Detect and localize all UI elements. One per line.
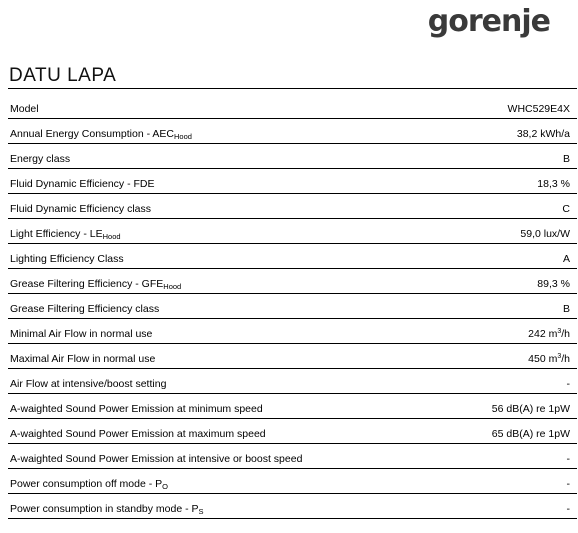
table-row	[8, 370, 577, 394]
page-title: DATU LAPA	[9, 65, 117, 86]
row-label: A-waighted Sound Power Emission at minimum speed	[10, 403, 263, 415]
row-label: Light Efficiency - $LE_{Hood}$	[10, 228, 121, 241]
row-value: 56 dB(A) re 1pW	[491, 403, 570, 415]
table-row	[8, 295, 577, 319]
value-superscript: 3	[557, 353, 562, 360]
row-label: Power consumption off mode - $P_O$	[10, 478, 168, 491]
value-superscript: 3	[557, 328, 562, 335]
data-sheet-table	[8, 95, 577, 519]
row-value: 38,2 kWh/a	[516, 128, 570, 140]
row-value: -	[566, 478, 570, 490]
table-row	[8, 270, 577, 294]
table-row	[8, 95, 577, 119]
row-value: -	[566, 453, 570, 465]
row-label: Grease Filtering Efficiency - $GFE_{Hood}$	[10, 278, 182, 291]
row-label: Minimal Air Flow in normal use	[10, 328, 153, 340]
label-subscript: Hood	[102, 232, 121, 241]
row-label: Maximal Air Flow in normal use	[10, 353, 156, 365]
row-value: 242 $m^3/h$	[528, 328, 570, 340]
row-label: A-waighted Sound Power Emission at intensive or boost speed	[10, 453, 303, 465]
row-value: 450 $m^3/h$	[528, 353, 570, 365]
row-value: B	[562, 303, 570, 315]
row-value: A	[562, 253, 570, 265]
row-label: Power consumption in standby mode - $P_S$	[10, 503, 204, 516]
row-value: B	[562, 153, 570, 165]
table-row	[8, 495, 577, 519]
label-subscript: S	[198, 507, 204, 516]
label-subscript: Hood	[174, 132, 192, 141]
row-label: A-waighted Sound Power Emission at maximum speed	[10, 428, 266, 440]
row-value: WHC529E4X	[507, 103, 570, 115]
row-label: Fluid Dynamic Efficiency - FDE	[10, 178, 155, 190]
table-row	[8, 220, 577, 244]
table-row	[8, 145, 577, 169]
table-row	[8, 120, 577, 144]
label-subscript: O	[162, 482, 168, 491]
table-row	[8, 470, 577, 494]
row-value: 18,3 %	[537, 178, 570, 190]
row-value: 65 dB(A) re 1pW	[491, 428, 570, 440]
table-row	[8, 195, 577, 219]
table-row	[8, 345, 577, 369]
row-label: Air Flow at intensive/boost setting	[10, 378, 167, 390]
label-subscript: Hood	[163, 282, 182, 291]
row-label: Fluid Dynamic Efficiency class	[10, 203, 152, 215]
row-value: -	[566, 503, 570, 515]
row-value: 89,3 %	[537, 278, 570, 290]
row-value: C	[562, 203, 570, 215]
table-row	[8, 245, 577, 269]
row-label: Annual Energy Consumption - $AEC_{Hood}$	[10, 128, 192, 141]
row-value: 59,0 lux/W	[520, 228, 570, 240]
title-divider	[8, 88, 577, 89]
row-label: Energy class	[10, 153, 71, 165]
table-row	[8, 395, 577, 419]
row-label: Model	[10, 103, 39, 115]
table-row	[8, 320, 577, 344]
row-label: Grease Filtering Efficiency class	[10, 303, 160, 315]
gorenje-logo: gorenje	[427, 4, 550, 39]
row-value: -	[566, 378, 570, 390]
table-row	[8, 445, 577, 469]
row-label: Lighting Efficiency Class	[10, 253, 124, 265]
table-row	[8, 420, 577, 444]
table-row	[8, 170, 577, 194]
